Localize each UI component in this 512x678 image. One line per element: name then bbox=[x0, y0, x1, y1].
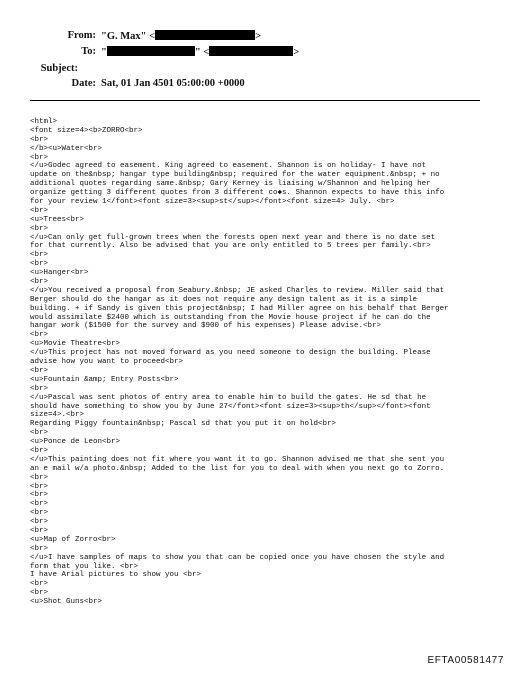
body-line: <font size=4><b>ZORRO<br> bbox=[30, 126, 143, 135]
body-line: <br> bbox=[30, 135, 49, 144]
body-line: should have something to show you by June 27</font><font size=3><sup>th</sup></font><font bbox=[30, 402, 431, 411]
body-line: hangar work ($1500 for the survey and $900 of his expenses) Please advise.<br> bbox=[30, 322, 382, 331]
body-line: <br> bbox=[30, 384, 49, 393]
body-line: <br> bbox=[30, 482, 49, 491]
redaction-bar bbox=[209, 46, 293, 56]
body-line: </u>Pascal was sent photos of entry area to enable him to build the gates. He sd that he bbox=[30, 393, 427, 402]
body-line: additional quotes regarding same.&nbsp; Gary Kerney is liaising w/Shannon and helping her bbox=[30, 180, 431, 189]
body-line: <br> bbox=[30, 206, 49, 215]
body-line: an e mail w/a photo.&nbsp; Added to the list for you to deal with when you next go to Zorro. bbox=[30, 464, 445, 473]
body-line: <u>Ponce de Leon<br> bbox=[30, 438, 121, 447]
body-line: advise how you want to proceed<br> bbox=[30, 358, 184, 367]
body-line: </u>I have samples of maps to show you that can be copied once you have chosen the style and bbox=[30, 553, 445, 562]
from-label: From: bbox=[67, 30, 96, 41]
body-line: </u>Godec agreed to easement. King agreed to easement. Shannon is on holiday- I have not bbox=[30, 162, 427, 171]
body-line: <br> bbox=[30, 251, 49, 260]
body-line: <br> bbox=[30, 260, 49, 269]
subject-label: Subject: bbox=[40, 63, 78, 74]
body-line: <br> bbox=[30, 518, 49, 527]
body-line: size=4>.<br> bbox=[30, 411, 85, 420]
body-line: <u>Fountain &amp; Entry Posts<br> bbox=[30, 375, 179, 384]
date-label: Date: bbox=[71, 78, 96, 89]
document-id: EFTA00581477 bbox=[427, 655, 504, 666]
body-line: <br> bbox=[30, 153, 49, 162]
date-value: Sat, 01 Jan 4501 05:00:00 +0000 bbox=[101, 78, 245, 89]
body-line: Berger should do the hangar as it does not require any design talent as it is a simple bbox=[30, 295, 418, 304]
body-line: <br> bbox=[30, 500, 49, 509]
body-line: <br> bbox=[30, 331, 49, 340]
body-line: <br> bbox=[30, 580, 49, 589]
body-line: <html> bbox=[30, 118, 58, 126]
body-line: <u>Trees<br> bbox=[30, 215, 85, 224]
body-line: <br> bbox=[30, 278, 49, 287]
body-line: <br> bbox=[30, 473, 49, 482]
body-line: <br> bbox=[30, 446, 49, 455]
body-line: <u>Shot Guns<br> bbox=[30, 598, 103, 607]
body-line: </u>Can only get full-grown trees when the forests open next year and there is no date set bbox=[30, 233, 436, 242]
body-line: building. + if Sandy is given this project&nbsp; I had Miller agree on his behalf that Berger bbox=[30, 304, 449, 313]
redaction-bar bbox=[107, 46, 195, 56]
from-name: "G. Max" < bbox=[101, 31, 156, 42]
to-label: To: bbox=[81, 46, 96, 57]
body-line: <u>Map of Zorro<br> bbox=[30, 535, 116, 544]
body-line: </u>You received a proposal from Seabury.&nbsp; JE asked Charles to review. Miller said that bbox=[30, 286, 445, 295]
body-line: organize getting 3 different quotes from 3 different co◆s. Shannon expects to have this info bbox=[30, 189, 445, 198]
body-line: <u>Movie Theatre<br> bbox=[30, 340, 121, 349]
body-line: </u>This painting does not fit where you want it to go. Shannon advised me that she sent you bbox=[30, 455, 445, 464]
body-line: <br> bbox=[30, 509, 49, 518]
body-line: for your review 1</font><font size=3><sup>st</sup></font><font size=4> July. <br> bbox=[30, 198, 395, 207]
to-value: " " < > bbox=[101, 47, 300, 58]
body-line: </u>This project has not moved forward as you need someone to design the building. Please bbox=[30, 349, 431, 358]
body-line: <br> bbox=[30, 526, 49, 535]
body-line: </b><u>Water<br> bbox=[30, 144, 103, 153]
body-line: for that currently. Also be advised that you are only entitled to 5 trees per family.<br> bbox=[30, 242, 431, 251]
body-line: form that you like. <br> bbox=[30, 562, 139, 571]
email-body bbox=[30, 118, 490, 607]
from-value: "G. Max" < > bbox=[101, 31, 262, 42]
body-line: Regarding Piggy fountain&nbsp; Pascal sd that you put it on hold<br> bbox=[30, 420, 337, 429]
body-line: update on the&nbsp; hangar type building&nbsp; required for the water equipment.&nbsp; + no bbox=[30, 171, 440, 180]
body-line: <br> bbox=[30, 589, 49, 598]
body-line: <br> bbox=[30, 491, 49, 500]
body-line: <u>Hanger<br> bbox=[30, 269, 89, 278]
body-line: I have Arial pictures to show you <br> bbox=[30, 571, 202, 580]
body-line: would assimilate $2400 which is outstanding from the Movie house project if he can do the bbox=[30, 313, 431, 322]
header-divider bbox=[30, 100, 480, 101]
redaction-bar bbox=[155, 30, 255, 40]
body-line: <br> bbox=[30, 224, 49, 233]
body-line: <br> bbox=[30, 366, 49, 375]
body-line: <br> bbox=[30, 544, 49, 553]
body-line: <br> bbox=[30, 429, 49, 438]
